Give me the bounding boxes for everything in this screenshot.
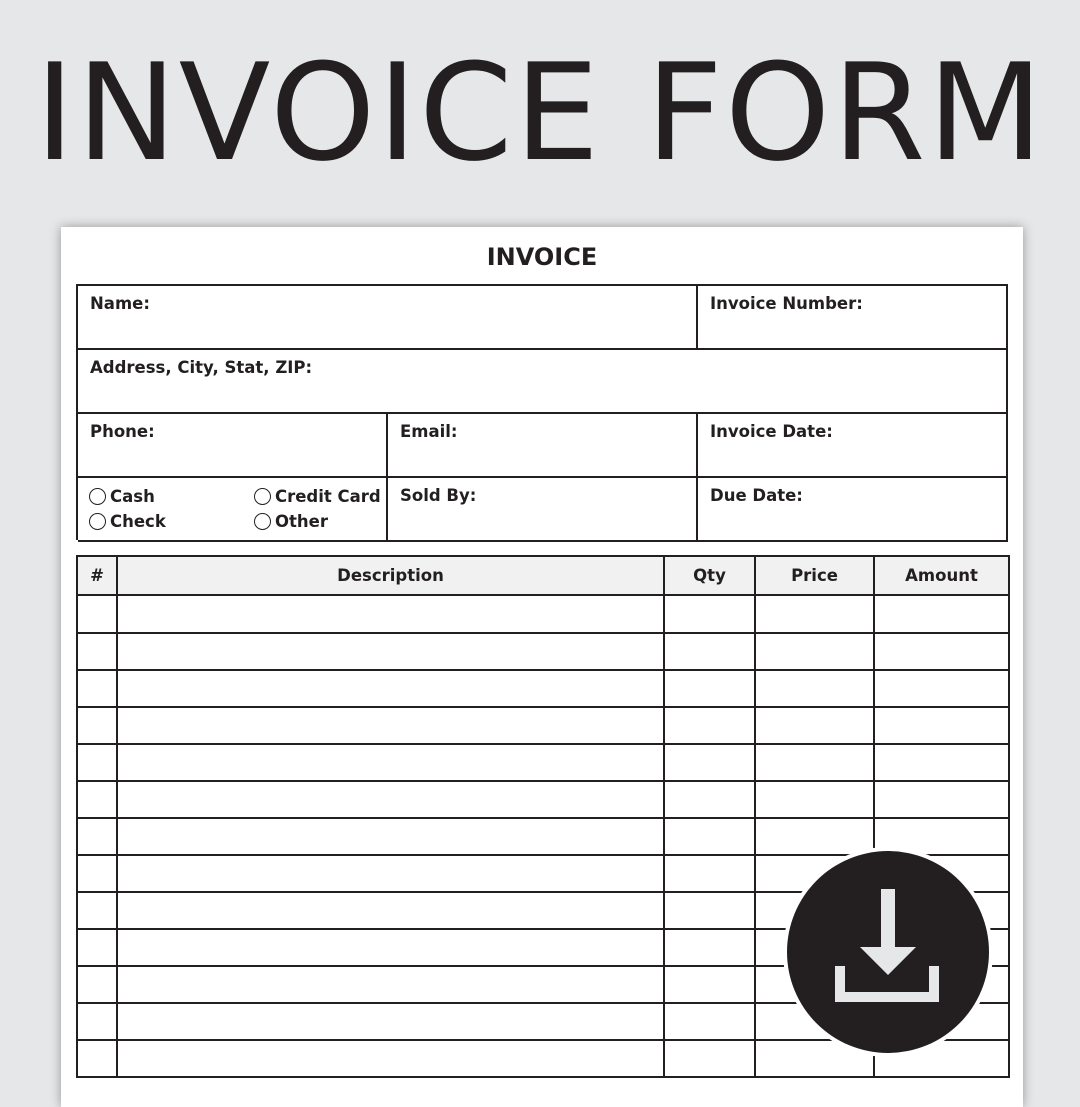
cell-number[interactable]	[77, 595, 117, 633]
cell-description[interactable]	[117, 892, 664, 929]
radio-button[interactable]	[89, 488, 106, 505]
cell-number[interactable]	[77, 892, 117, 929]
cell-price[interactable]	[755, 595, 874, 633]
cell-description[interactable]	[117, 855, 664, 892]
cell-description[interactable]	[117, 966, 664, 1003]
cell-price[interactable]	[755, 670, 874, 707]
address-label: Address, City, Stat, ZIP:	[90, 358, 313, 377]
column-header-price: Price	[755, 556, 874, 595]
cell-amount[interactable]	[874, 744, 1009, 781]
cell-qty[interactable]	[664, 929, 755, 966]
column-header-number: #	[77, 556, 117, 595]
cell-qty[interactable]	[664, 670, 755, 707]
cell-description[interactable]	[117, 595, 664, 633]
sold-by-field[interactable]	[388, 478, 698, 542]
phone-label: Phone:	[90, 422, 155, 441]
cell-qty[interactable]	[664, 595, 755, 633]
cell-qty[interactable]	[664, 1040, 755, 1077]
cell-amount[interactable]	[874, 707, 1009, 744]
table-row	[77, 818, 1009, 855]
cell-price[interactable]	[755, 744, 874, 781]
cell-description[interactable]	[117, 1003, 664, 1040]
cell-qty[interactable]	[664, 633, 755, 670]
cell-description[interactable]	[117, 670, 664, 707]
due-date-label: Due Date:	[710, 486, 803, 505]
cell-qty[interactable]	[664, 744, 755, 781]
cell-number[interactable]	[77, 707, 117, 744]
email-field[interactable]	[388, 414, 698, 478]
page-title: INVOICE FORM	[34, 35, 1046, 191]
payment-option-other[interactable]	[254, 512, 328, 531]
cell-number[interactable]	[77, 1003, 117, 1040]
invoice-number-label: Invoice Number:	[710, 294, 863, 313]
cell-qty[interactable]	[664, 1003, 755, 1040]
phone-field[interactable]	[78, 414, 388, 478]
cell-number[interactable]	[77, 670, 117, 707]
cell-number[interactable]	[77, 855, 117, 892]
cell-price[interactable]	[755, 707, 874, 744]
cell-amount[interactable]	[874, 818, 1009, 855]
invoice-title: INVOICE	[486, 243, 598, 271]
table-header-row	[77, 556, 1009, 595]
cell-number[interactable]	[77, 633, 117, 670]
cell-number[interactable]	[77, 966, 117, 1003]
cell-price[interactable]	[755, 818, 874, 855]
cell-price[interactable]	[755, 633, 874, 670]
cell-qty[interactable]	[664, 966, 755, 1003]
invoice-date-label: Invoice Date:	[710, 422, 833, 441]
name-field[interactable]	[78, 286, 698, 350]
cell-number[interactable]	[77, 929, 117, 966]
cell-qty[interactable]	[664, 818, 755, 855]
cell-amount[interactable]	[874, 781, 1009, 818]
invoice-header-fields	[76, 284, 1008, 540]
payment-option-credit-card[interactable]	[254, 487, 381, 506]
radio-button[interactable]	[254, 513, 271, 530]
cell-qty[interactable]	[664, 781, 755, 818]
table-row	[77, 595, 1009, 633]
column-header-description: Description	[117, 556, 664, 595]
table-row	[77, 707, 1009, 744]
cell-number[interactable]	[77, 744, 117, 781]
cell-amount[interactable]	[874, 670, 1009, 707]
download-icon	[787, 851, 989, 1053]
cell-description[interactable]	[117, 633, 664, 670]
name-label: Name:	[90, 294, 150, 313]
invoice-date-field[interactable]	[698, 414, 1008, 478]
cell-price[interactable]	[755, 781, 874, 818]
cell-description[interactable]	[117, 744, 664, 781]
cell-amount[interactable]	[874, 633, 1009, 670]
cell-description[interactable]	[117, 818, 664, 855]
payment-option-label: Other	[275, 512, 328, 531]
cell-description[interactable]	[117, 707, 664, 744]
column-header-qty: Qty	[664, 556, 755, 595]
cell-description[interactable]	[117, 1040, 664, 1077]
table-row	[77, 670, 1009, 707]
sold-by-label: Sold By:	[400, 486, 477, 505]
payment-option-check[interactable]	[89, 512, 166, 531]
column-header-amount: Amount	[874, 556, 1009, 595]
table-row	[77, 633, 1009, 670]
payment-method-group	[78, 478, 388, 542]
cell-qty[interactable]	[664, 707, 755, 744]
radio-button[interactable]	[89, 513, 106, 530]
cell-number[interactable]	[77, 818, 117, 855]
cell-description[interactable]	[117, 781, 664, 818]
table-row	[77, 744, 1009, 781]
payment-option-cash[interactable]	[89, 487, 155, 506]
table-row	[77, 781, 1009, 818]
cell-qty[interactable]	[664, 892, 755, 929]
cell-number[interactable]	[77, 1040, 117, 1077]
payment-option-label: Check	[110, 512, 166, 531]
radio-button[interactable]	[254, 488, 271, 505]
cell-description[interactable]	[117, 929, 664, 966]
due-date-field[interactable]	[698, 478, 1008, 542]
invoice-number-field[interactable]	[698, 286, 1008, 350]
email-label: Email:	[400, 422, 458, 441]
payment-option-label: Cash	[110, 487, 155, 506]
download-button[interactable]	[787, 851, 989, 1053]
cell-number[interactable]	[77, 781, 117, 818]
cell-amount[interactable]	[874, 595, 1009, 633]
cell-qty[interactable]	[664, 855, 755, 892]
address-field[interactable]	[78, 350, 1008, 414]
payment-option-label: Credit Card	[275, 487, 381, 506]
